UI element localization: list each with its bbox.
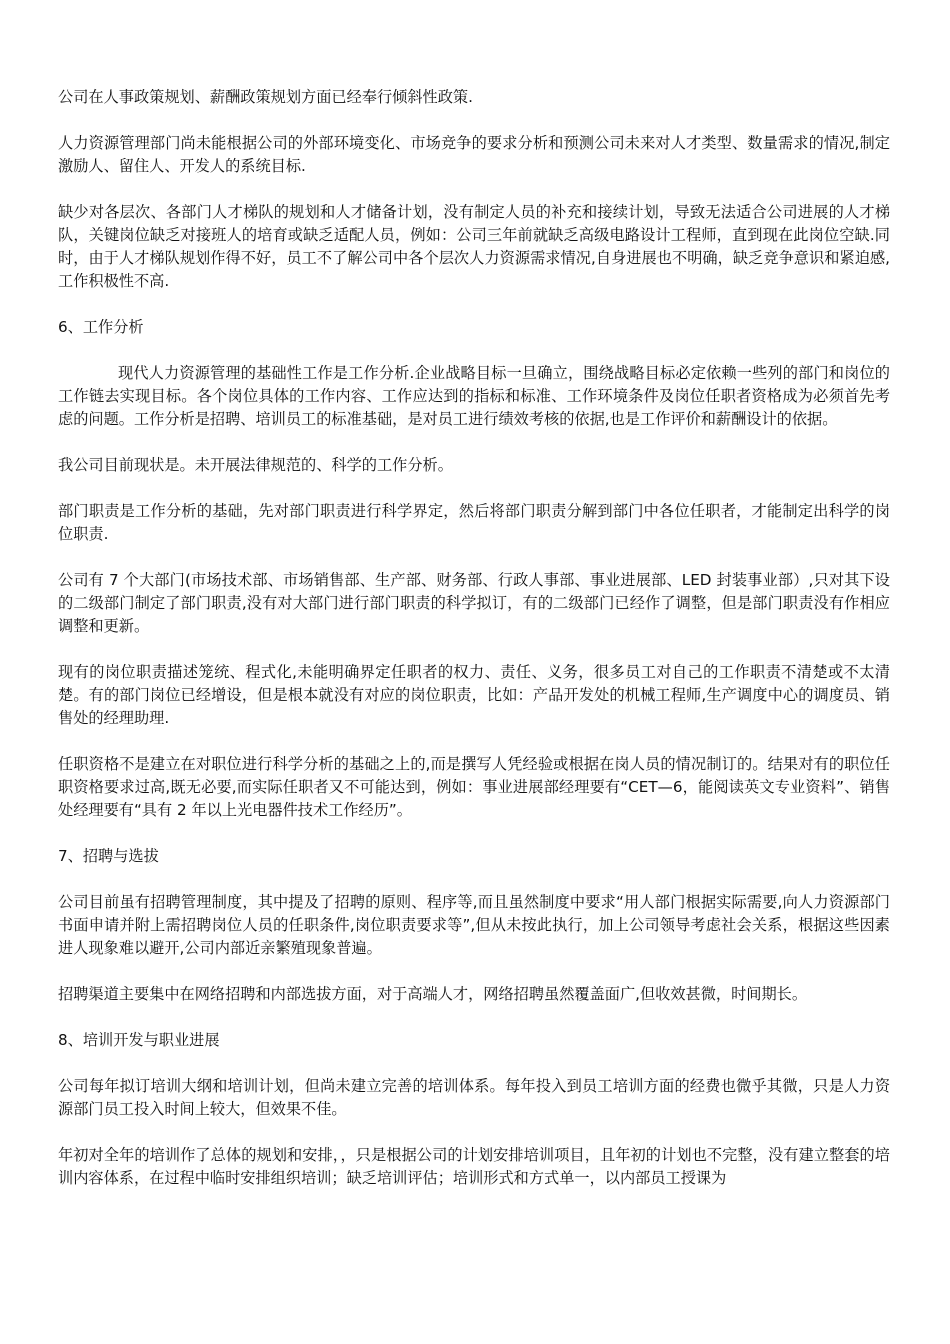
paragraph-job-analysis-intro: 现代人力资源管理的基础性工作是工作分析.企业战略目标一旦确立，围绕战略目标必定依赖一些列的部门和岗位的工作链去实现目标。各个岗位具体的工作内容、工作应达到的指标和标准、工作环境条件及岗位任职者资格成为必须首先考虑的问题。工作分析是招聘、培训员工的标准基础，是对员工进行绩效考核的依据,也是工作评价和薪酬设计的依据。 bbox=[58, 364, 890, 428]
paragraph-recruitment-channels: 招聘渠道主要集中在网络招聘和内部选拔方面，对于高端人才，网络招聘虽然覆盖面广,但收效甚微，时间期长。 bbox=[58, 985, 808, 1003]
paragraph-seven-departments: 公司有 7 个大部门(市场技术部、市场销售部、生产部、财务部、行政人事部、事业进展部、LED 封装事业部）,只对其下设的二级部门制定了部门职责,没有对大部门进行部门职责的科学拟订，有的二级部门已经作了调整，但是部门职责没有作相应调整和更新。 bbox=[58, 571, 890, 635]
paragraph-current-status: 我公司目前现状是。未开展法律规范的、科学的工作分析。 bbox=[58, 456, 453, 474]
document-body bbox=[58, 86, 890, 1213]
section-heading-recruitment: 7、招聘与选拔 bbox=[58, 847, 159, 865]
section-heading-training: 8、培训开发与职业进展 bbox=[58, 1031, 220, 1049]
paragraph-job-descriptions: 现有的岗位职责描述笼统、程式化,未能明确界定任职者的权力、责任、义务，很多员工对自己的工作职责不清楚或不太清楚。有的部门岗位已经增设，但是根本就没有对应的岗位职责，比如：产品开发处的机械工程师,生产调度中心的调度员、销售处的经理助理. bbox=[58, 663, 890, 727]
paragraph-training-arrangement: 年初对全年的培训作了总体的规划和安排，，只是根据公司的计划安排培训项目，且年初的计划也不完整，没有建立整套的培训内容体系，在过程中临时安排组织培训；缺乏培训评估；培训形式和方式单一，以内部员工授课为 bbox=[58, 1146, 890, 1187]
paragraph-qualifications: 任职资格不是建立在对职位进行科学分析的基础之上的,而是撰写人凭经验或根据在岗人员的情况制订的。结果对有的职位任职资格要求过高,既无必要,而实际任职者又不可能达到，例如：事业进展部经理要有“CET—6，能阅读英文专业资料”、销售处经理要有“具有 2 年以上光电器件技术工作经历”。 bbox=[58, 755, 890, 819]
paragraph-hr-goals: 人力资源管理部门尚未能根据公司的外部环境变化、市场竞争的要求分析和预测公司未来对人才类型、数量需求的情况,制定激励人、留住人、开发人的系统目标. bbox=[58, 134, 890, 175]
paragraph-recruitment-system: 公司目前虽有招聘管理制度，其中提及了招聘的原则、程序等,而且虽然制度中要求“用人部门根据实际需要,向人力资源部门书面申请并附上需招聘岗位人员的任职条件,岗位职责要求等”,但从未按此执行，加上公司领导考虑社会关系，根据这些因素进人现象难以避开,公司内部近亲繁殖现象普遍。 bbox=[58, 893, 890, 957]
section-heading-job-analysis: 6、工作分析 bbox=[58, 318, 144, 336]
paragraph-talent-pipeline: 缺少对各层次、各部门人才梯队的规划和人才储备计划，没有制定人员的补充和接续计划，导致无法适合公司进展的人才梯队，关键岗位缺乏对接班人的培育或缺乏适配人员，例如：公司三年前就缺乏高级电路设计工程师，直到现在此岗位空缺.同时，由于人才梯队规划作得不好，员工不了解公司中各个层次人力资源需求情况,自身进展也不明确，缺乏竞争意识和紧迫感,工作积极性不高. bbox=[58, 203, 890, 290]
paragraph-policy: 公司在人事政策规划、薪酬政策规划方面已经奉行倾斜性政策. bbox=[58, 88, 473, 106]
paragraph-department-duties: 部门职责是工作分析的基础，先对部门职责进行科学界定，然后将部门职责分解到部门中各位任职者，才能制定出科学的岗位职责. bbox=[58, 502, 890, 543]
paragraph-training-plan: 公司每年拟订培训大纲和培训计划，但尚未建立完善的培训体系。每年投入到员工培训方面的经费也微乎其微，只是人力资源部门员工投入时间上较大，但效果不佳。 bbox=[58, 1077, 890, 1118]
